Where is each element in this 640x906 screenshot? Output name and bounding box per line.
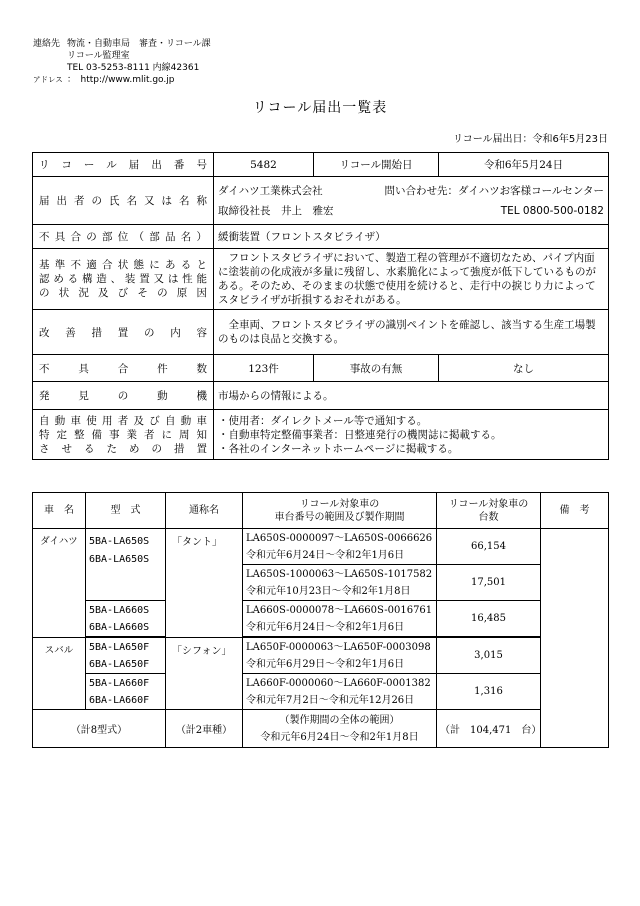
discovery-label: 発見の動機	[33, 382, 214, 410]
model-cell	[86, 601, 166, 637]
model-code: 5BA-LA660S	[89, 604, 150, 616]
defect-part-label: 不具合の部位（部品名）	[33, 225, 214, 249]
total-period-cell	[243, 710, 437, 748]
contact-tel: TEL 03-5253-8111 内線42361	[67, 63, 200, 73]
header-model: 型 式	[86, 493, 166, 529]
total-period-label: （製作期間の全体の範囲）	[279, 714, 400, 726]
document-title: リコール届出一覧表	[252, 100, 388, 116]
cause-label-line: の状況及びその原因	[39, 287, 207, 299]
notifier-label: 届出者の氏名又は名称	[33, 177, 214, 225]
total-period: 令和元年6月24日～令和2年1月8日	[260, 731, 419, 743]
notice-label-line: 自動車使用者及び自動車	[39, 414, 207, 427]
notice-item: ・使用者：ダイレクトメール等で通知する。	[218, 414, 428, 427]
report-date: リコール届出日：令和6年5月23日	[452, 134, 608, 145]
common-name-cell: 「タント」	[166, 529, 243, 638]
count-cell: 66,154	[437, 529, 541, 565]
production-period: 令和元年6月24日～令和2年1月6日	[246, 621, 405, 633]
contact-dept-value: 物流・自動車局 審査・リコール課	[67, 39, 211, 49]
count-cell: 1,316	[437, 674, 541, 710]
accident-label: 事故の有無	[314, 355, 439, 382]
defect-count-label: 不具合件数	[33, 355, 214, 382]
range-cell	[243, 529, 437, 565]
measure-label: 改善措置の内容	[33, 310, 214, 355]
chassis-range: LA650F-0000063～LA650F-0003098	[246, 641, 431, 653]
measure-text: 全車両、フロントスタビライザの識別ペイントを確認し、該当する生産工場製のものは良品と交換する。	[214, 310, 609, 355]
defect-count: 123件	[214, 355, 314, 382]
production-period: 令和元年10月23日～令和2年1月8日	[246, 585, 411, 597]
range-cell	[243, 674, 437, 710]
discovery-value: 市場からの情報による。	[214, 382, 609, 410]
recall-info-table	[32, 152, 609, 460]
chassis-range: LA660F-0000060～LA660F-0001382	[246, 677, 431, 689]
cause-label	[33, 249, 214, 310]
contact-office: リコール監理室	[67, 51, 130, 61]
notice-measures	[214, 410, 609, 460]
notice-item: ・自動車特定整備事業者：日整連発行の機関誌に掲載する。	[218, 428, 502, 441]
start-date-label: リコール開始日	[314, 153, 439, 177]
maker-cell: ダイハツ	[33, 529, 86, 638]
defect-part: 緩衝装置（フロントスタビライザ）	[214, 225, 609, 249]
header-range	[243, 493, 437, 529]
header-range-line: 車台番号の範囲及び製作期間	[274, 511, 405, 523]
model-code: 6BA-LA650S	[89, 554, 150, 565]
remarks-cell	[541, 529, 609, 748]
cause-text: フロントスタビライザにおいて、製造工程の管理が不適切なため、パイプ内面に塗装前の化成液が多量に残留し、水素脆化によって強度が低下しているものがある。そのため、そのままの状態で使用を続けると、走行中の捩じり力によってスタビライザが折損するおそれがある。	[214, 249, 609, 310]
maker-cell: スバル	[33, 638, 86, 710]
model-code: 6BA-LA660S	[89, 621, 150, 633]
header-common-name: 通称名	[166, 493, 243, 529]
model-code: 6BA-LA650F	[89, 658, 150, 670]
header-count-line: 台数	[478, 511, 499, 523]
cause-label-line: 基準不適合状態にあると	[39, 259, 207, 271]
range-cell	[243, 601, 437, 637]
contact-center: 問い合わせ先：ダイハツお客様コールセンター	[384, 184, 604, 197]
model-cell	[86, 638, 166, 674]
recall-number-label: リコール届出番号	[33, 153, 214, 177]
table-row	[33, 638, 609, 674]
president-name: 取締役社長 井上 雅宏	[218, 204, 334, 217]
contact-address-label: アドレス	[33, 75, 63, 84]
accident-value: なし	[439, 355, 609, 382]
header-range-line: リコール対象車の	[299, 498, 380, 510]
header-remarks: 備 考	[541, 493, 609, 529]
production-period: 令和元年6月29日～令和2年1月6日	[246, 658, 405, 670]
contact-dept-label: 連絡先	[33, 39, 61, 49]
count-cell: 17,501	[437, 565, 541, 601]
model-code: 5BA-LA650F	[89, 641, 150, 653]
model-cell	[86, 529, 166, 601]
cause-label-line: 認める構造、装置又は性能	[39, 273, 207, 285]
count-cell: 3,015	[437, 638, 541, 674]
contact-address-link[interactable]: ： http://www.mlit.go.jp	[67, 75, 175, 85]
chassis-range: LA650S-0000097～LA650S-0066626	[246, 532, 433, 544]
header-maker: 車 名	[33, 493, 86, 529]
production-period: 令和元年6月24日～令和2年1月6日	[246, 549, 405, 561]
count-cell: 16,485	[437, 601, 541, 637]
header-count-line: リコール対象車の	[448, 498, 529, 510]
chassis-range: LA660S-0000078～LA660S-0016761	[246, 604, 433, 616]
notice-label-line: させるための措置	[39, 442, 207, 455]
model-code: 6BA-LA660F	[89, 694, 150, 706]
total-count: （計 104,471 台）	[437, 710, 541, 748]
table-row	[33, 674, 609, 710]
contact-block	[33, 38, 211, 86]
totals-row	[33, 710, 609, 748]
notice-label-line: 特定整備事業者に周知	[39, 428, 207, 441]
table-row	[33, 529, 609, 565]
notice-item: ・各社のインターネットホームページに掲載する。	[218, 442, 459, 455]
chassis-range: LA650S-1000063～LA650S-1017582	[246, 568, 433, 580]
model-code: 5BA-LA660F	[89, 677, 150, 689]
model-code: 5BA-LA650S	[89, 536, 150, 547]
contact-phone: TEL 0800-500-0182	[500, 204, 604, 217]
notifier-cell	[214, 177, 609, 225]
notice-label	[33, 410, 214, 460]
production-period: 令和元年7月2日～令和元年12月26日	[246, 694, 415, 706]
vehicle-table	[32, 492, 609, 748]
header-count	[437, 493, 541, 529]
total-names: （計2車種）	[166, 710, 243, 748]
table-row	[33, 601, 609, 637]
range-cell	[243, 565, 437, 601]
start-date: 令和6年5月24日	[439, 153, 609, 177]
company-name: ダイハツ工業株式会社	[218, 184, 323, 197]
model-cell	[86, 674, 166, 710]
range-cell	[243, 638, 437, 674]
total-models: （計8型式）	[33, 710, 166, 748]
common-name-cell: 「シフォン」	[166, 638, 243, 710]
recall-number: 5482	[214, 153, 314, 177]
